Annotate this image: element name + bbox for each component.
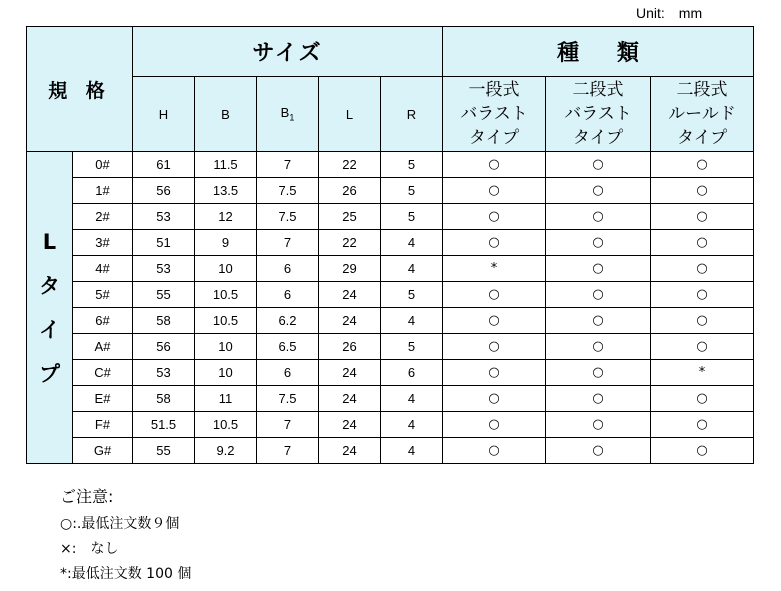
size-cell-b1: 7	[257, 230, 319, 256]
model-cell: 5#	[73, 282, 133, 308]
size-cell-h: 53	[133, 256, 195, 282]
size-cell-b: 11.5	[195, 152, 257, 178]
availability-cell: ○	[546, 178, 651, 204]
availability-cell: ○	[651, 178, 754, 204]
availability-cell: ○	[546, 204, 651, 230]
type-header-line: タイプ	[572, 128, 624, 148]
size-cell-h: 53	[133, 204, 195, 230]
availability-cell: ○	[443, 204, 546, 230]
availability-cell: ○	[546, 152, 651, 178]
size-cell-b: 10.5	[195, 282, 257, 308]
availability-cell: ○	[443, 334, 546, 360]
availability-cell: ○	[546, 334, 651, 360]
kikaku-header: 規 格	[27, 27, 133, 152]
group-label-char: プ	[39, 361, 60, 386]
size-cell-r: 4	[381, 230, 443, 256]
model-cell: G#	[73, 438, 133, 464]
availability-cell: ○	[546, 360, 651, 386]
notes	[60, 484, 191, 587]
size-col-base: H	[158, 106, 169, 122]
availability-cell: ○	[546, 256, 651, 282]
size-cell-h: 55	[133, 438, 195, 464]
size-cell-b: 10	[195, 334, 257, 360]
availability-cell: ○	[651, 334, 754, 360]
availability-cell: ○	[651, 438, 754, 464]
type-header-line: バラスト	[564, 104, 632, 124]
size-cell-l: 24	[319, 282, 381, 308]
size-cell-r: 6	[381, 360, 443, 386]
model-cell: C#	[73, 360, 133, 386]
size-col-header-b1	[257, 77, 319, 152]
model-cell: F#	[73, 412, 133, 438]
size-cell-b1: 7.5	[257, 178, 319, 204]
group-label-l-type	[27, 152, 73, 464]
availability-cell: ○	[546, 386, 651, 412]
size-cell-b1: 6	[257, 282, 319, 308]
availability-cell: ○	[546, 412, 651, 438]
size-cell-b1: 6	[257, 256, 319, 282]
size-cell-b1: 6.5	[257, 334, 319, 360]
size-cell-h: 51.5	[133, 412, 195, 438]
table-row	[27, 178, 754, 204]
size-header: サイズ	[133, 27, 443, 77]
availability-cell: ○	[443, 282, 546, 308]
size-cell-b1: 6	[257, 360, 319, 386]
size-cell-b: 11	[195, 386, 257, 412]
availability-cell: *	[651, 360, 754, 386]
model-cell: 4#	[73, 256, 133, 282]
size-col-header-b	[195, 77, 257, 152]
availability-cell: ○	[443, 438, 546, 464]
type-header-line: タイプ	[676, 128, 728, 148]
availability-cell: ○	[651, 152, 754, 178]
size-cell-h: 58	[133, 386, 195, 412]
size-cell-r: 5	[381, 152, 443, 178]
size-cell-l: 22	[319, 230, 381, 256]
availability-cell: ○	[443, 152, 546, 178]
size-cell-b1: 7.5	[257, 386, 319, 412]
size-cell-r: 5	[381, 204, 443, 230]
type-header-1	[443, 77, 546, 152]
kind-header: 種 類	[443, 27, 754, 77]
size-col-subscript: 1	[289, 112, 295, 123]
notes-title: ご注意:	[60, 487, 114, 506]
availability-cell: ○	[546, 438, 651, 464]
availability-cell: ○	[651, 412, 754, 438]
availability-cell: *	[443, 256, 546, 282]
availability-cell: ○	[651, 204, 754, 230]
size-cell-l: 24	[319, 438, 381, 464]
unit-value: mm	[678, 5, 703, 21]
size-cell-b1: 7.5	[257, 204, 319, 230]
size-cell-b: 10.5	[195, 308, 257, 334]
size-col-header-h	[133, 77, 195, 152]
size-cell-b1: 6.2	[257, 308, 319, 334]
spec-table	[26, 26, 754, 464]
size-cell-b: 9	[195, 230, 257, 256]
availability-cell: ○	[651, 386, 754, 412]
size-col-base: R	[406, 106, 417, 122]
group-label-char: L	[42, 229, 57, 254]
size-cell-h: 51	[133, 230, 195, 256]
table-row	[27, 204, 754, 230]
table-row	[27, 334, 754, 360]
availability-cell: ○	[443, 230, 546, 256]
availability-cell: ○	[443, 308, 546, 334]
availability-cell: ○	[651, 308, 754, 334]
size-cell-r: 5	[381, 334, 443, 360]
note-item: ×: なし	[60, 541, 119, 557]
model-cell: E#	[73, 386, 133, 412]
availability-cell: ○	[443, 386, 546, 412]
size-cell-r: 5	[381, 178, 443, 204]
availability-cell: ○	[546, 230, 651, 256]
availability-cell: ○	[651, 282, 754, 308]
size-cell-l: 24	[319, 308, 381, 334]
type-header-2	[546, 77, 651, 152]
availability-cell: ○	[651, 230, 754, 256]
note-item: *:最低注文数 100 個	[60, 566, 192, 582]
availability-cell: ○	[651, 256, 754, 282]
unit-label	[636, 5, 702, 21]
size-cell-h: 56	[133, 334, 195, 360]
size-cell-l: 24	[319, 386, 381, 412]
availability-cell: ○	[443, 178, 546, 204]
availability-cell: ○	[443, 360, 546, 386]
table-row	[27, 282, 754, 308]
size-cell-l: 24	[319, 412, 381, 438]
size-cell-h: 56	[133, 178, 195, 204]
size-cell-l: 26	[319, 178, 381, 204]
model-cell: 2#	[73, 204, 133, 230]
size-cell-b1: 7	[257, 438, 319, 464]
size-cell-b1: 7	[257, 412, 319, 438]
table-row	[27, 256, 754, 282]
size-col-header-l	[319, 77, 381, 152]
type-header-line: 二段式	[572, 80, 624, 100]
table-row	[27, 386, 754, 412]
group-label-char: タ	[39, 273, 60, 298]
size-cell-l: 26	[319, 334, 381, 360]
size-cell-h: 61	[133, 152, 195, 178]
availability-cell: ○	[443, 412, 546, 438]
type-header-line: ルールド	[668, 104, 736, 124]
size-cell-l: 29	[319, 256, 381, 282]
size-cell-l: 22	[319, 152, 381, 178]
size-col-base: B	[221, 106, 230, 122]
size-cell-b: 10.5	[195, 412, 257, 438]
size-cell-r: 4	[381, 308, 443, 334]
size-cell-r: 4	[381, 438, 443, 464]
type-header-line: 二段式	[676, 80, 728, 100]
model-cell: 6#	[73, 308, 133, 334]
type-header-line: バラスト	[460, 104, 528, 124]
table-row	[27, 438, 754, 464]
size-col-base: L	[345, 106, 354, 122]
size-cell-h: 53	[133, 360, 195, 386]
size-cell-b1: 7	[257, 152, 319, 178]
size-cell-b: 13.5	[195, 178, 257, 204]
size-cell-h: 55	[133, 282, 195, 308]
type-header-3	[651, 77, 754, 152]
table-row	[27, 230, 754, 256]
note-item: ○:.最低注文数９個	[60, 516, 180, 532]
group-label-char: イ	[39, 317, 60, 342]
size-cell-r: 5	[381, 282, 443, 308]
size-cell-b: 10	[195, 360, 257, 386]
availability-cell: ○	[546, 282, 651, 308]
size-cell-b: 10	[195, 256, 257, 282]
size-cell-r: 4	[381, 256, 443, 282]
unit-label-text: Unit:	[636, 5, 665, 21]
type-header-line: 一段式	[468, 80, 520, 100]
table-row	[27, 152, 754, 178]
table-row	[27, 308, 754, 334]
size-cell-l: 25	[319, 204, 381, 230]
table-row	[27, 360, 754, 386]
model-cell: 1#	[73, 178, 133, 204]
size-col-base: B	[280, 105, 290, 121]
model-cell: 3#	[73, 230, 133, 256]
size-cell-r: 4	[381, 386, 443, 412]
size-cell-r: 4	[381, 412, 443, 438]
size-cell-b: 12	[195, 204, 257, 230]
table-row	[27, 412, 754, 438]
size-cell-b: 9.2	[195, 438, 257, 464]
size-cell-h: 58	[133, 308, 195, 334]
model-cell: A#	[73, 334, 133, 360]
size-col-header-r	[381, 77, 443, 152]
size-cell-l: 24	[319, 360, 381, 386]
model-cell: 0#	[73, 152, 133, 178]
availability-cell: ○	[546, 308, 651, 334]
type-header-line: タイプ	[468, 128, 520, 148]
